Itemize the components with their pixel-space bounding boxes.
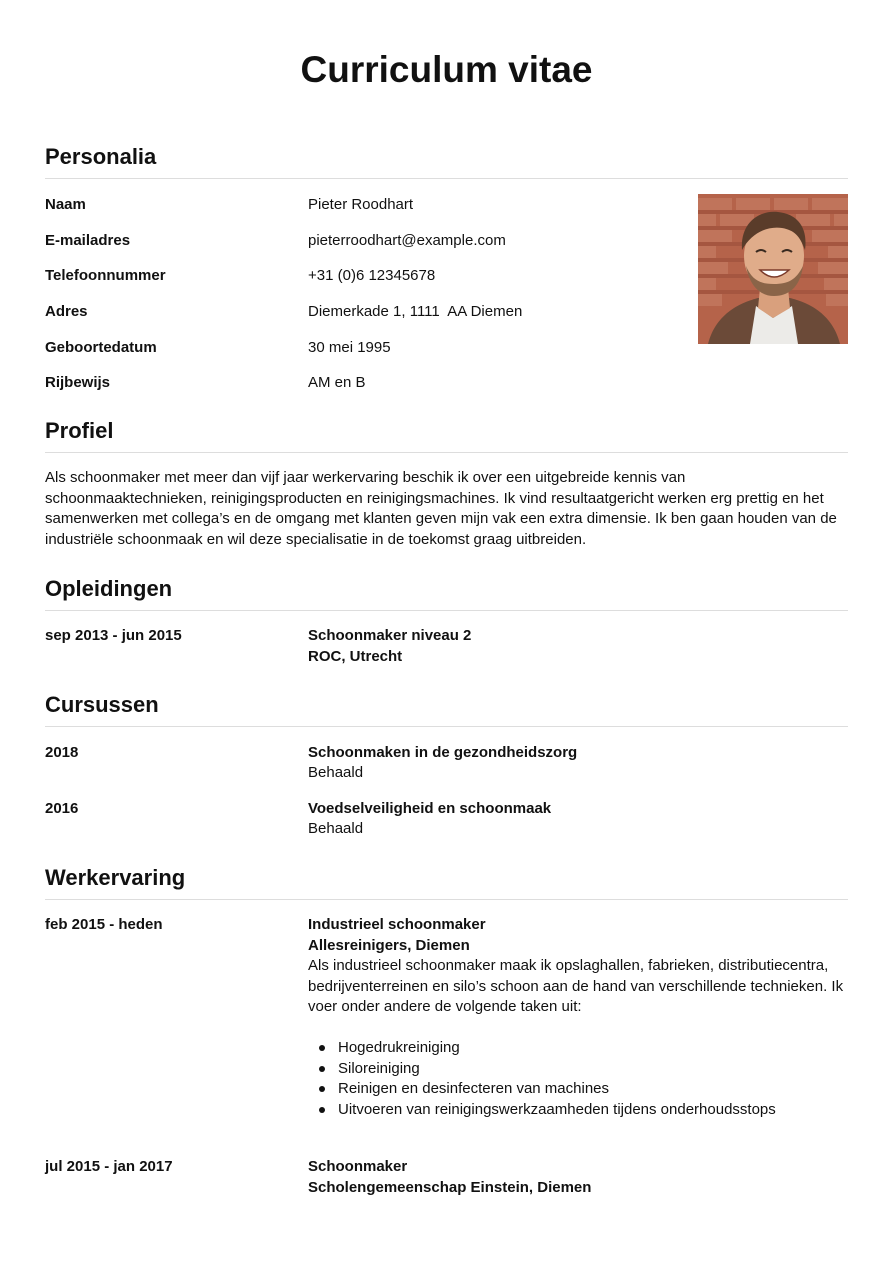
section-divider [45,452,848,453]
profile-text: Als schoonmaker met meer dan vijf jaar werkervaring beschik ik over een uitgebreide kennis van schoonmaaktechnieken, reinigingsproducten en reinigingsmachines. Ik vind resultaatgericht werken erg prettig en het samenwerken met collega’s en de omgang met klanten geven mijn vak een extra dimensie. Ik ben gaan houden van de industriële schoonmaak en wil deze specialisatie in de toekomst graag uitbreiden. [45,469,837,548]
job-title: Schoonmaker [308,1158,408,1175]
section-divider [45,178,848,179]
task-text: Reinigen en desinfecteren van machines [338,1080,610,1098]
section-heading-werkervaring: Werkervaring [45,865,186,890]
job-task-list [308,1038,853,1120]
field-label-adres: Adres [45,303,88,320]
field-label-geboortedatum: Geboortedatum [45,339,157,356]
task-text: Siloreiniging [338,1059,420,1077]
section-heading-profiel: Profiel [45,418,114,443]
course-year: 2018 [45,744,79,761]
section-heading-cursussen: Cursussen [45,692,159,717]
course-title: Voedselveiligheid en schoonmaak [308,800,552,817]
bullet-icon [319,1045,325,1051]
section-heading-opleidingen: Opleidingen [45,576,173,601]
education-title: Schoonmaker niveau 2 [308,627,472,644]
education-period: sep 2013 - jun 2015 [45,627,182,644]
field-label-naam: Naam [45,196,86,213]
field-label-telefoon: Telefoonnummer [45,267,166,284]
field-label-rijbewijs: Rijbewijs [45,374,111,391]
list-item [308,1059,853,1080]
field-value-email: pieterroodhart@example.com [308,232,506,249]
bullet-icon [319,1107,325,1113]
job-period: feb 2015 - heden [45,916,163,933]
field-value-rijbewijs: AM en B [308,374,366,391]
education-institution: ROC, Utrecht [308,648,403,665]
job-company: Allesreinigers, Diemen [308,937,470,954]
section-divider [45,610,848,611]
bullet-icon [319,1066,325,1072]
page-title: Curriculum vitae [300,49,593,90]
course-title: Schoonmaken in de gezondheidszorg [308,744,578,761]
job-title: Industrieel schoonmaker [308,916,486,933]
field-value-telefoon: +31 (0)6 12345678 [308,267,436,284]
task-text: Hogedrukreiniging [338,1039,460,1056]
field-value-naam: Pieter Roodhart [308,196,414,213]
list-item [308,1038,853,1059]
list-item [308,1100,853,1121]
field-value-adres: Diemerkade 1, 1111 AA Diemen [308,303,523,320]
job-company: Scholengemeenschap Einstein, Diemen [308,1179,592,1196]
bullet-icon [319,1086,325,1092]
section-divider [45,899,848,900]
job-period: jul 2015 - jan 2017 [45,1158,173,1175]
task-text: Uitvoeren van reinigingswerkzaamheden tijdens onderhoudsstops [338,1100,776,1118]
course-status: Behaald [308,820,364,837]
field-value-geboortedatum: 30 mei 1995 [308,339,391,356]
course-status: Behaald [308,764,364,781]
section-divider [45,726,848,727]
list-item [308,1079,853,1100]
job-description: Als industrieel schoonmaker maak ik opslaghallen, fabrieken, distributiecentra, bedrijventerreinen en silo’s schoon aan de hand van verschillende technieken. Ik voer onder andere de volgende taken uit: [308,957,844,1016]
field-label-email: E-mailadres [45,232,131,249]
section-heading-personalia: Personalia [45,144,157,169]
course-year: 2016 [45,800,79,817]
profile-photo [698,194,848,344]
